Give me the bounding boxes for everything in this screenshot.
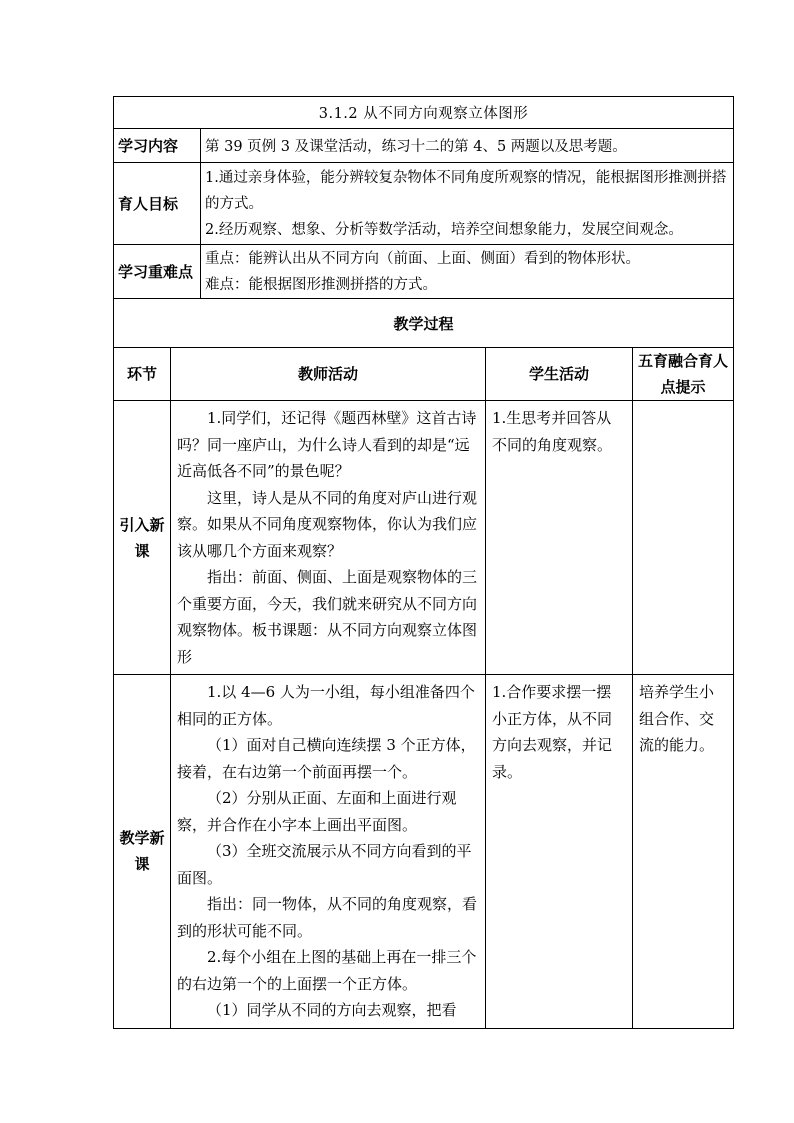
stage-intro: 引入新课 xyxy=(114,401,171,675)
teacher-paragraph: 1.同学们，还记得《题西林壁》这首古诗吗？同一座庐山，为什么诗人看到的却是“远近高低各不同”的景色呢？ xyxy=(177,409,477,480)
focus-difficult-line: 难点：能根据图形推测拼搭的方式。 xyxy=(205,276,437,293)
header-student: 学生活动 xyxy=(486,348,633,401)
table-row xyxy=(114,675,734,1029)
content-label: 学习内容 xyxy=(114,129,201,163)
lesson-title: 3.1.2 从不同方向观察立体图形 xyxy=(114,97,734,129)
lesson-plan-table xyxy=(113,96,734,1029)
header-tip: 五育融合育人点提示 xyxy=(633,348,734,401)
tip-new: 培养学生小组合作、交流的能力。 xyxy=(633,675,734,1029)
process-heading: 教学过程 xyxy=(114,299,734,348)
tip-intro xyxy=(633,401,734,675)
focus-label: 学习重难点 xyxy=(114,245,201,299)
teacher-activity-intro xyxy=(171,401,486,675)
teacher-paragraph: （1）同学从不同的方向去观察，把看 xyxy=(207,1001,457,1019)
table-row xyxy=(114,401,734,675)
teacher-paragraph: 指出：同一物体，从不同的角度观察，看到的形状可能不同。 xyxy=(177,895,478,940)
goals-label: 育人目标 xyxy=(114,163,201,245)
header-stage: 环节 xyxy=(114,348,171,401)
teacher-paragraph: 1.以 4—6 人为一小组，每小组准备四个相同的正方体。 xyxy=(177,683,475,728)
goal-line: 2.经历观察、想象、分析等数学活动，培养空间想象能力，发展空间观念。 xyxy=(205,221,683,238)
stage-new: 教学新课 xyxy=(114,675,171,1029)
goals-text xyxy=(201,163,734,245)
student-activity-intro: 1.生思考并回答从不同的角度观察。 xyxy=(486,401,633,675)
teacher-paragraph: （2）分别从正面、左面和上面进行观察，并合作在小字本上画出平面图。 xyxy=(177,789,457,834)
goal-line: 1.通过亲身体验，能分辨较复杂物体不同角度所观察的情况，能根据图形推测拼搭的方式。 xyxy=(205,169,727,212)
teacher-paragraph: （3）全班交流展示从不同方向看到的平面图。 xyxy=(177,842,472,887)
content-text: 第 39 页例 3 及课堂活动，练习十二的第 4、5 两题以及思考题。 xyxy=(201,129,734,163)
focus-key-line: 重点：能辨认出从不同方向（前面、上面、侧面）看到的物体形状。 xyxy=(205,250,640,267)
header-teacher: 教师活动 xyxy=(171,348,486,401)
teacher-paragraph: （1）面对自己横向连续摆 3 个正方体，接着，在右边第一个前面再摆一个。 xyxy=(177,736,476,781)
student-activity-new: 1.合作要求摆一摆小正方体，从不同方向去观察，并记录。 xyxy=(486,675,633,1029)
focus-text xyxy=(201,245,734,299)
teacher-paragraph: 这里，诗人是从不同的角度对庐山进行观察。如果从不同角度观察物体，你认为我们应该从哪几个方面来观察？ xyxy=(177,488,478,560)
teacher-paragraph: 指出：前面、侧面、上面是观察物体的三个重要方面，今天，我们就来研究从不同方向观察物体。板书课题：从不同方向观察立体图形 xyxy=(177,568,478,666)
teacher-activity-new xyxy=(171,675,486,1029)
teacher-paragraph: 2.每个小组在上图的基础上再在一排三个的右边第一个的上面摆一个正方体。 xyxy=(177,948,477,993)
